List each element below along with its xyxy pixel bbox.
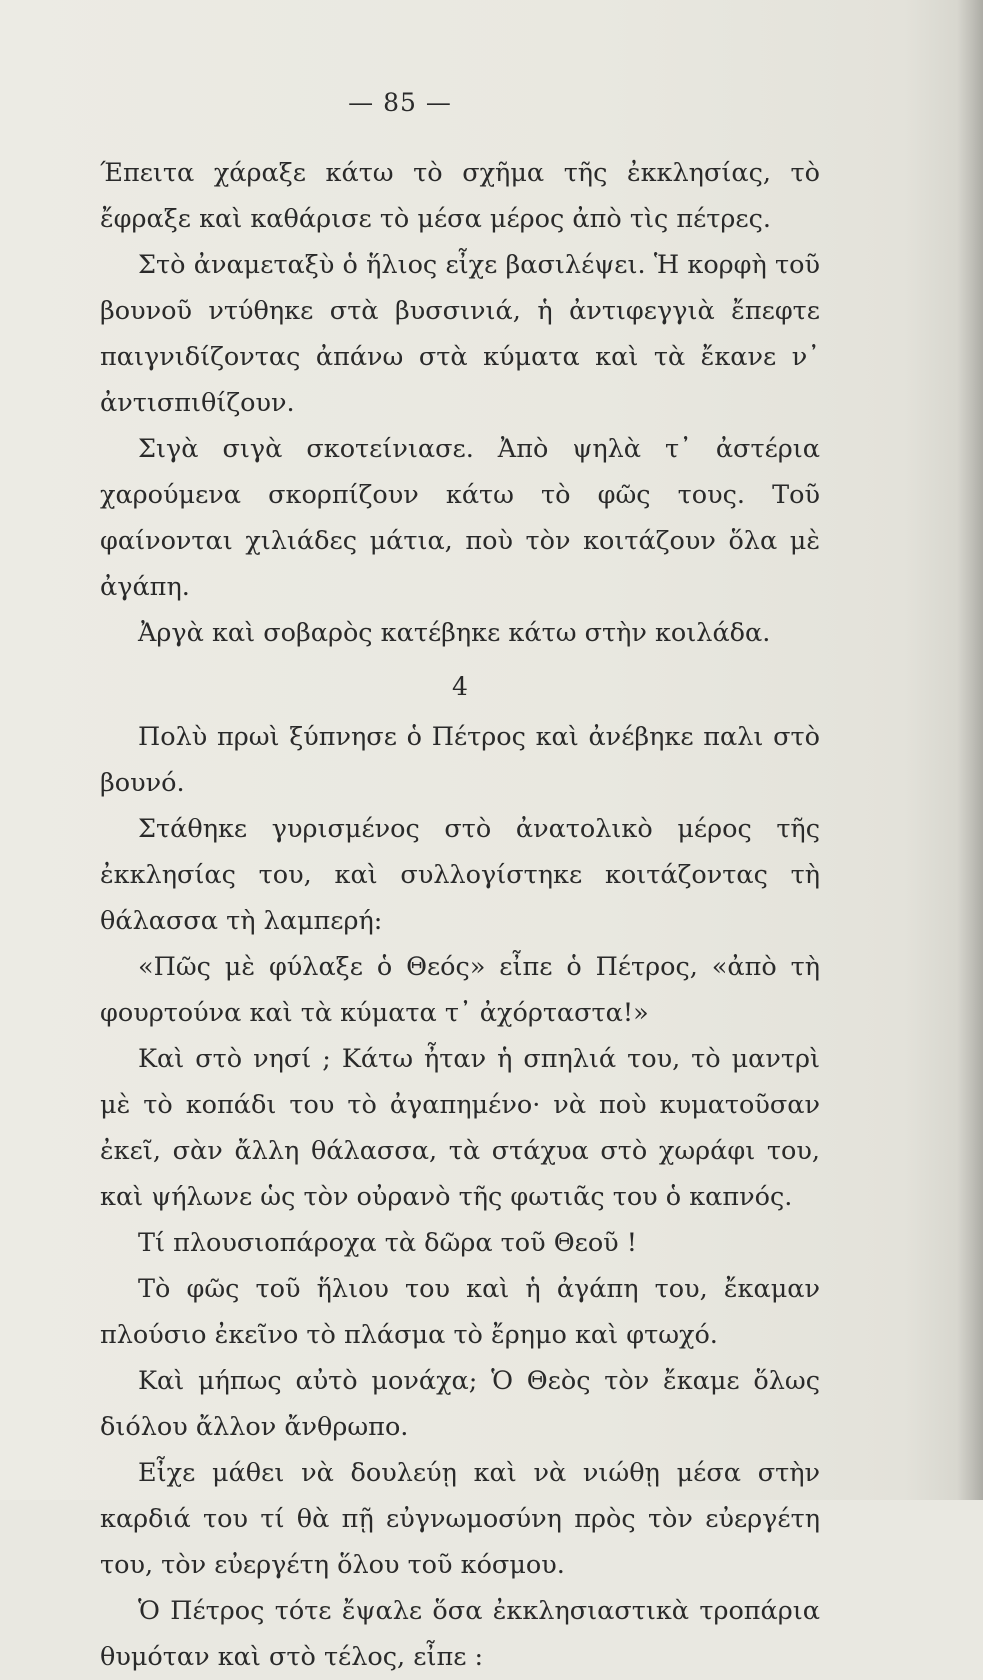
paragraph: Στὸ ἀναμεταξὺ ὁ ἥλιος εἶχε βασιλέψει. Ἡ κορφὴ τοῦ βουνοῦ ντύθηκε στὰ βυσσινιά, ἡ ἀντιφεγγιὰ ἔπεφτε παιγνιδίζοντας ἀπάνω στὰ κύματα καὶ τὰ ἔκανε ν᾿ ἀντισπιθίζουν. [100, 250, 820, 418]
paragraph: «Πῶς μὲ φύλαξε ὁ Θεός» εἶπε ὁ Πέτρος, «ἀπὸ τὴ φουρτούνα καὶ τὰ κύματα τ᾿ ἀχόρταστα!» [100, 952, 820, 1028]
paragraph: Καὶ στὸ νησί ; Κάτω ἦταν ἡ σπηλιά του, τὸ μαντρὶ μὲ τὸ κοπάδι του τὸ ἀγαπημένο· νὰ ποὺ κυματοῦσαν ἐκεῖ, σὰν ἄλλη θάλασσα, τὰ στάχυα στὸ χωράφι του, καὶ ψήλωνε ὡς τὸν οὐρανὸ τῆς φωτιᾶς του ὁ καπνός. [100, 1044, 820, 1212]
section-number: 4 [452, 672, 468, 701]
paragraph: Πολὺ πρωὶ ξύπνησε ὁ Πέτρος καὶ ἀνέβηκε παλι στὸ βουνό. [100, 722, 820, 798]
paragraph: Τί πλουσιοπάροχα τὰ δῶρα τοῦ Θεοῦ ! [138, 1228, 638, 1258]
paragraph: Τὸ φῶς τοῦ ἥλιου του καὶ ἡ ἀγάπη του, ἔκαμαν πλούσιο ἐκεῖνο τὸ πλάσμα τὸ ἔρημο καὶ φτωχό. [100, 1274, 820, 1350]
paragraph: Ὁ Πέτρος τότε ἔψαλε ὅσα ἐκκλησιαστικὰ τροπάρια θυμόταν καὶ στὸ τέλος, εἶπε : [100, 1596, 820, 1672]
paragraph: Στάθηκε γυρισμένος στὸ ἀνατολικὸ μέρος τῆς ἐκκλησίας του, καὶ συλλογίστηκε κοιτάζοντας τὴ θάλασσα τὴ λαμπερή: [100, 814, 820, 936]
paragraph: Σιγὰ σιγὰ σκοτείνιασε. Ἀπὸ ψηλὰ τ᾿ ἀστέρια χαρούμενα σκορπίζουν κάτω τὸ φῶς τους. Τοῦ φαίνονται χιλιάδες μάτια, ποὺ τὸν κοιτάζουν ὅλα μὲ ἀγάπη. [100, 434, 820, 602]
page-number: — 85 — [348, 88, 452, 117]
paragraph: Έπειτα χάραξε κάτω τὸ σχῆμα τῆς ἐκκλησίας, τὸ ἔφραξε καὶ καθάρισε τὸ μέσα μέρος ἀπὸ τὶς πέτρες. [100, 158, 820, 234]
paragraph: Ἀργὰ καὶ σοβαρὸς κατέβηκε κάτω στὴν κοιλάδα. [138, 618, 771, 648]
page-edge-shadow [957, 0, 983, 1500]
body-text [100, 150, 820, 1680]
paragraph: Καὶ μήπως αὐτὸ μονάχα; Ὁ Θεὸς τὸν ἔκαμε ὅλως διόλου ἄλλον ἄνθρωπο. [100, 1366, 820, 1442]
paragraph: Εἶχε μάθει νὰ δουλεύῃ καὶ νὰ νιώθῃ μέσα στὴν καρδιά του τί θὰ πῇ εὐγνωμοσύνη πρὸς τὸν εὐεργέτη του, τὸν εὐεργέτη ὅλου τοῦ κόσμου. [100, 1458, 820, 1580]
